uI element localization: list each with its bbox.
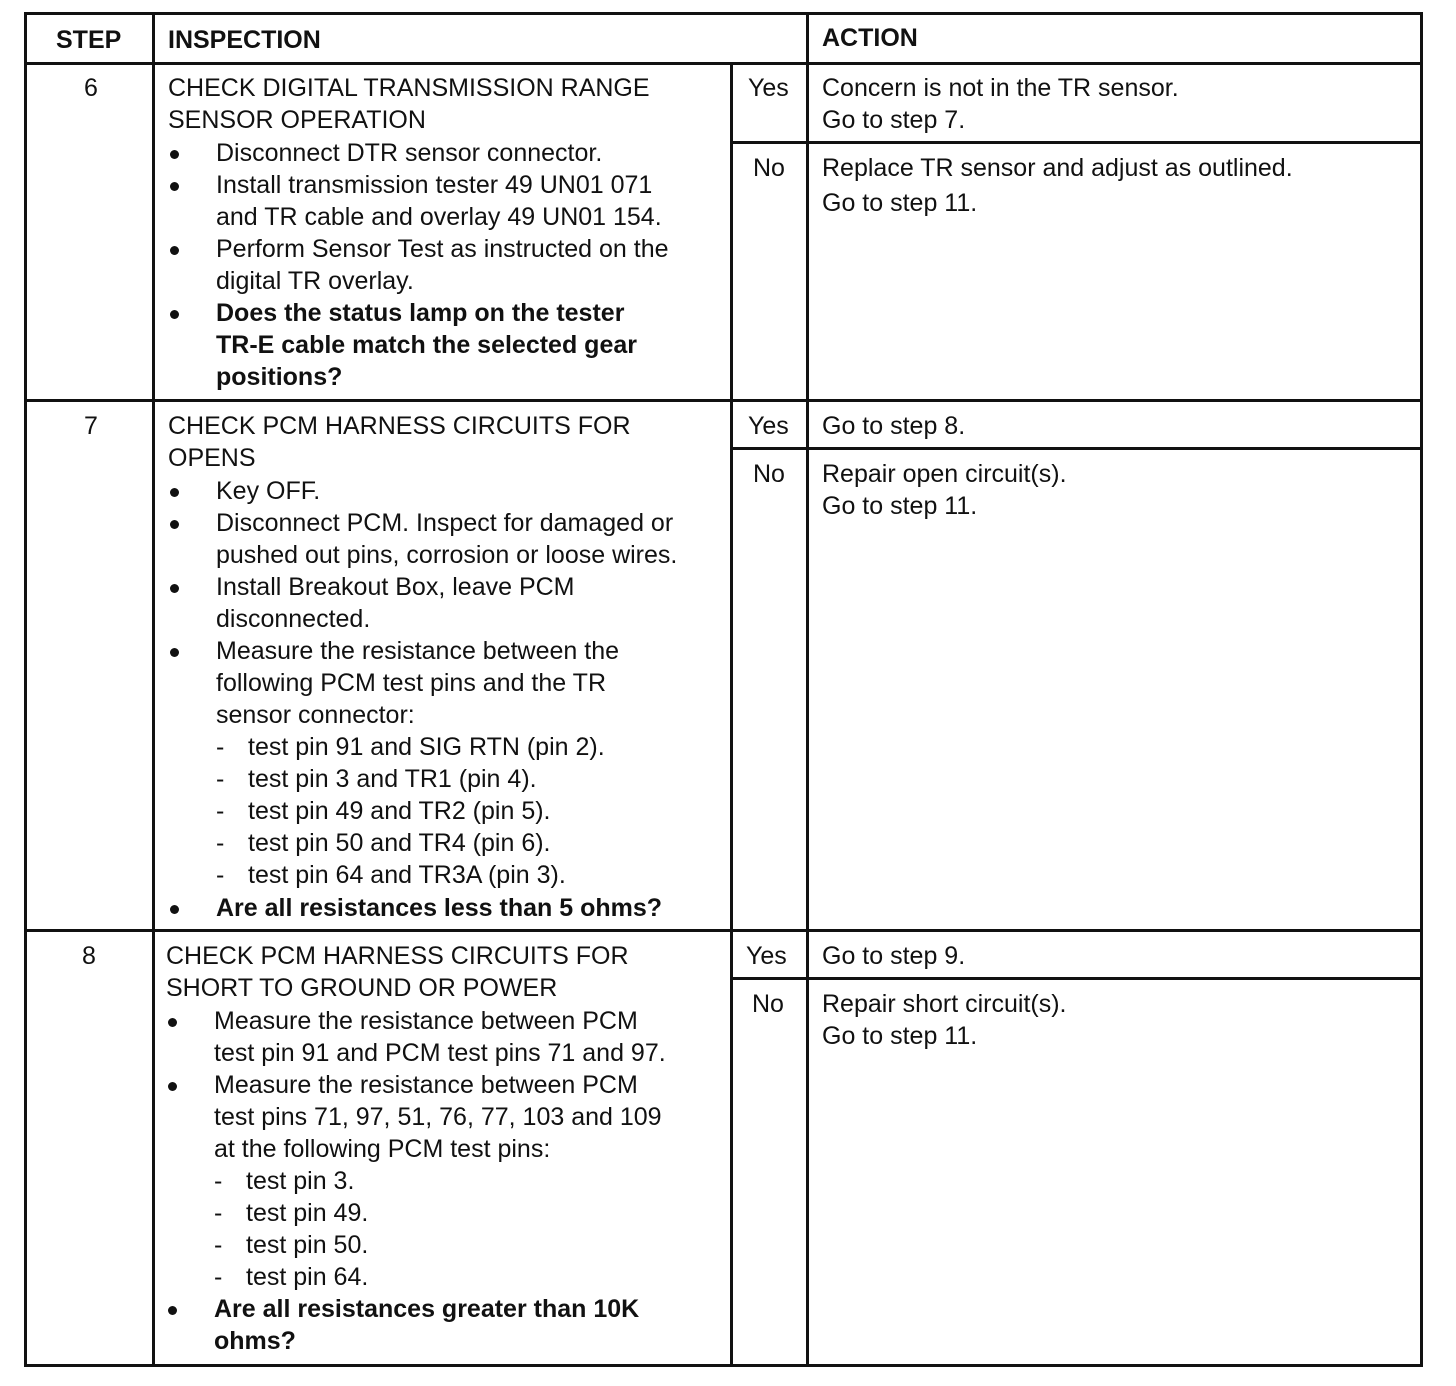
yes-label: Yes [746, 942, 787, 970]
sub-item: test pin 50 and TR4 (pin 6). [248, 829, 551, 857]
inspection-title-line: SENSOR OPERATION [168, 106, 426, 134]
bullet-question: Does the status lamp on the tester [216, 299, 625, 327]
bullet-text: at the following PCM test pins: [214, 1135, 551, 1163]
bullet-text: disconnected. [216, 605, 371, 633]
sub-item: test pin 64. [246, 1263, 369, 1291]
bullet-text: sensor connector: [216, 701, 415, 729]
bullet-text: Measure the resistance between PCM [214, 1071, 638, 1099]
bullet-icon [170, 905, 179, 914]
bullet-text: Install transmission tester 49 UN01 071 [216, 171, 653, 199]
inspection-title-line: CHECK PCM HARNESS CIRCUITS FOR [168, 412, 631, 440]
dash-marker: - [214, 1263, 223, 1291]
bullet-icon [170, 150, 179, 159]
bullet-icon [170, 488, 179, 497]
no-action-line: Go to step 11. [822, 1022, 978, 1050]
inspection-title-line: OPENS [168, 444, 256, 472]
dash-marker: - [216, 829, 225, 857]
bullet-question: Are all resistances less than 5 ohms? [216, 894, 663, 922]
step-number: 8 [82, 942, 96, 970]
bullet-question: Are all resistances greater than 10K [214, 1295, 640, 1323]
step-number: 7 [84, 412, 98, 440]
inspection-title-line: SHORT TO GROUND OR POWER [166, 974, 558, 1002]
yes-action-line: Concern is not in the TR sensor. [822, 74, 1179, 102]
no-action-line: Go to step 11. [822, 492, 978, 520]
header-inspection: INSPECTION [168, 26, 321, 54]
no-label: No [753, 460, 785, 488]
no-action-line: Go to step 11. [822, 189, 978, 217]
inspection-title-line: CHECK PCM HARNESS CIRCUITS FOR [166, 942, 629, 970]
header-step: STEP [56, 26, 122, 54]
bullet-text: Perform Sensor Test as instructed on the [216, 235, 669, 263]
bullet-question: ohms? [214, 1327, 296, 1355]
bullet-icon [168, 1018, 177, 1027]
header-action: ACTION [822, 24, 918, 52]
no-action-line: Replace TR sensor and adjust as outlined. [822, 154, 1293, 182]
no-label: No [752, 990, 784, 1018]
bullet-question: positions? [216, 363, 343, 391]
bullet-icon [170, 584, 179, 593]
divider-yesno-action [806, 14, 809, 1366]
bullet-text: test pins 71, 97, 51, 76, 77, 103 and 109 [214, 1103, 662, 1131]
bullet-text: test pin 91 and PCM test pins 71 and 97. [214, 1039, 666, 1067]
bullet-text: Measure the resistance between the [216, 637, 620, 665]
sub-item: test pin 50. [246, 1231, 369, 1259]
no-action-line: Repair short circuit(s). [822, 990, 1067, 1018]
row8-yes-no-divider [731, 977, 1423, 980]
dash-marker: - [216, 765, 225, 793]
dash-marker: - [214, 1167, 223, 1195]
divider-inspection-yesno [730, 64, 733, 1366]
sub-item: test pin 3. [246, 1167, 355, 1195]
bullet-icon [168, 1082, 177, 1091]
bullet-text: and TR cable and overlay 49 UN01 154. [216, 203, 662, 231]
row6-yes-no-divider [731, 141, 1423, 144]
sub-item: test pin 91 and SIG RTN (pin 2). [248, 733, 605, 761]
bullet-text: Disconnect PCM. Inspect for damaged or [216, 509, 674, 537]
sub-item: test pin 49. [246, 1199, 369, 1227]
dash-marker: - [214, 1199, 223, 1227]
bullet-icon [170, 246, 179, 255]
bullet-text: following PCM test pins and the TR [216, 669, 607, 697]
no-action-line: Repair open circuit(s). [822, 460, 1067, 488]
yes-action-line: Go to step 8. [822, 412, 966, 440]
bullet-icon [170, 520, 179, 529]
dash-marker: - [216, 797, 225, 825]
sub-item: test pin 49 and TR2 (pin 5). [248, 797, 551, 825]
bullet-icon [170, 648, 179, 657]
no-label: No [753, 154, 785, 182]
bullet-text: Key OFF. [216, 477, 321, 505]
bullet-text: digital TR overlay. [216, 267, 414, 295]
bullet-text: Disconnect DTR sensor connector. [216, 139, 603, 167]
dash-marker: - [216, 861, 225, 889]
row7-yes-no-divider [731, 447, 1423, 450]
bullet-text: Install Breakout Box, leave PCM [216, 573, 575, 601]
dash-marker: - [216, 733, 225, 761]
bullet-icon [170, 310, 179, 319]
sub-item: test pin 3 and TR1 (pin 4). [248, 765, 537, 793]
bullet-question: TR-E cable match the selected gear [216, 331, 637, 359]
yes-label: Yes [748, 74, 789, 102]
yes-action-line: Go to step 7. [822, 106, 966, 134]
bullet-text: pushed out pins, corrosion or loose wires. [216, 541, 678, 569]
sub-item: test pin 64 and TR3A (pin 3). [248, 861, 566, 889]
bullet-icon [170, 182, 179, 191]
yes-action-line: Go to step 9. [822, 942, 966, 970]
yes-label: Yes [748, 412, 789, 440]
inspection-title-line: CHECK DIGITAL TRANSMISSION RANGE [168, 74, 650, 102]
header-bottom-line [24, 62, 1423, 65]
bullet-text: Measure the resistance between PCM [214, 1007, 638, 1035]
row6-bottom-line [24, 399, 1423, 402]
divider-step-inspection [152, 14, 155, 1366]
dash-marker: - [214, 1231, 223, 1259]
row7-bottom-line [24, 929, 1423, 932]
step-number: 6 [84, 74, 98, 102]
bullet-icon [168, 1306, 177, 1315]
